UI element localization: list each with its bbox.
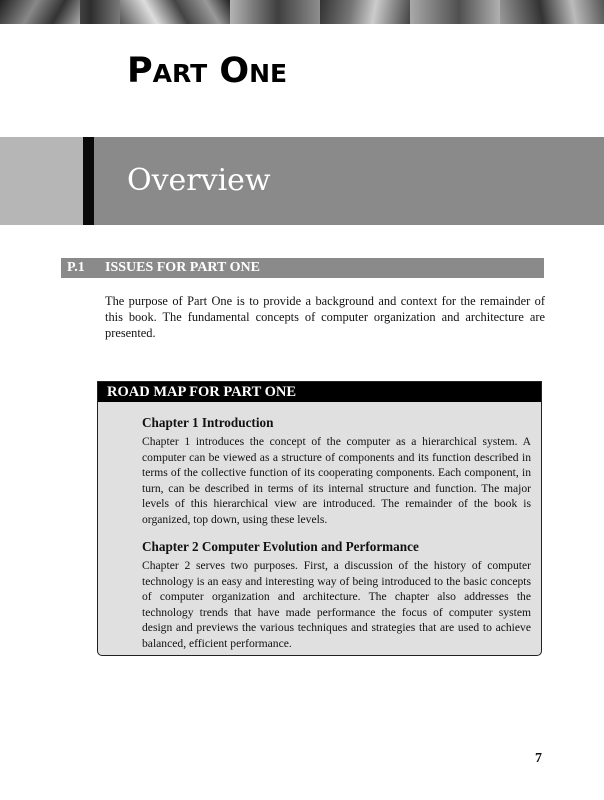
header-photo-banner: [0, 0, 604, 24]
section-number: P.1: [67, 260, 85, 275]
overview-band-left-panel: [0, 137, 83, 225]
section-heading: [61, 258, 544, 278]
overview-title: Overview: [127, 163, 271, 198]
page-number: 7: [535, 751, 542, 766]
intro-paragraph: The purpose of Part One is to provide a background and context for the remainder of this book. The fundamental concepts of computer organization and architecture are presented.: [105, 294, 545, 340]
chapter-description: Chapter 2 serves two purposes. First, a discussion of the history of computer technology is an easy and interesting way of being introduced to the basic concepts of computer organization and architecture. The chapter also addresses the technology trends that have made performance the focus of computer system design and previews the various techniques and strategies that are used to achieve balanced, efficient performance.: [142, 559, 531, 650]
part-title: Part One: [127, 51, 288, 91]
chapter-entry: [142, 414, 531, 528]
chapter-entry: [142, 538, 531, 652]
banner-photo-3: [320, 0, 410, 24]
roadmap-title: ROAD MAP FOR PART ONE: [98, 382, 541, 402]
banner-photo-2: [120, 0, 230, 24]
banner-photo-4: [500, 0, 604, 24]
overview-band-accent-bar: [83, 137, 94, 225]
banner-photo-1: [0, 0, 80, 24]
chapter-title: Chapter 2 Computer Evolution and Performance: [142, 539, 419, 554]
overview-band: [0, 137, 604, 225]
section-title: ISSUES FOR PART ONE: [105, 260, 260, 275]
chapter-title: Chapter 1 Introduction: [142, 415, 274, 430]
chapter-description: Chapter 1 introduces the concept of the computer as a hierarchical system. A computer can be viewed as a structure of components and its function described in terms of the collective function of its cooperating components. Each component, in turn, can be described in terms of its internal structure and function. The major levels of this hierarchical view are introduced. The remainder of the book is organized, top down, using these levels.: [142, 435, 531, 526]
roadmap-box: [97, 381, 542, 656]
